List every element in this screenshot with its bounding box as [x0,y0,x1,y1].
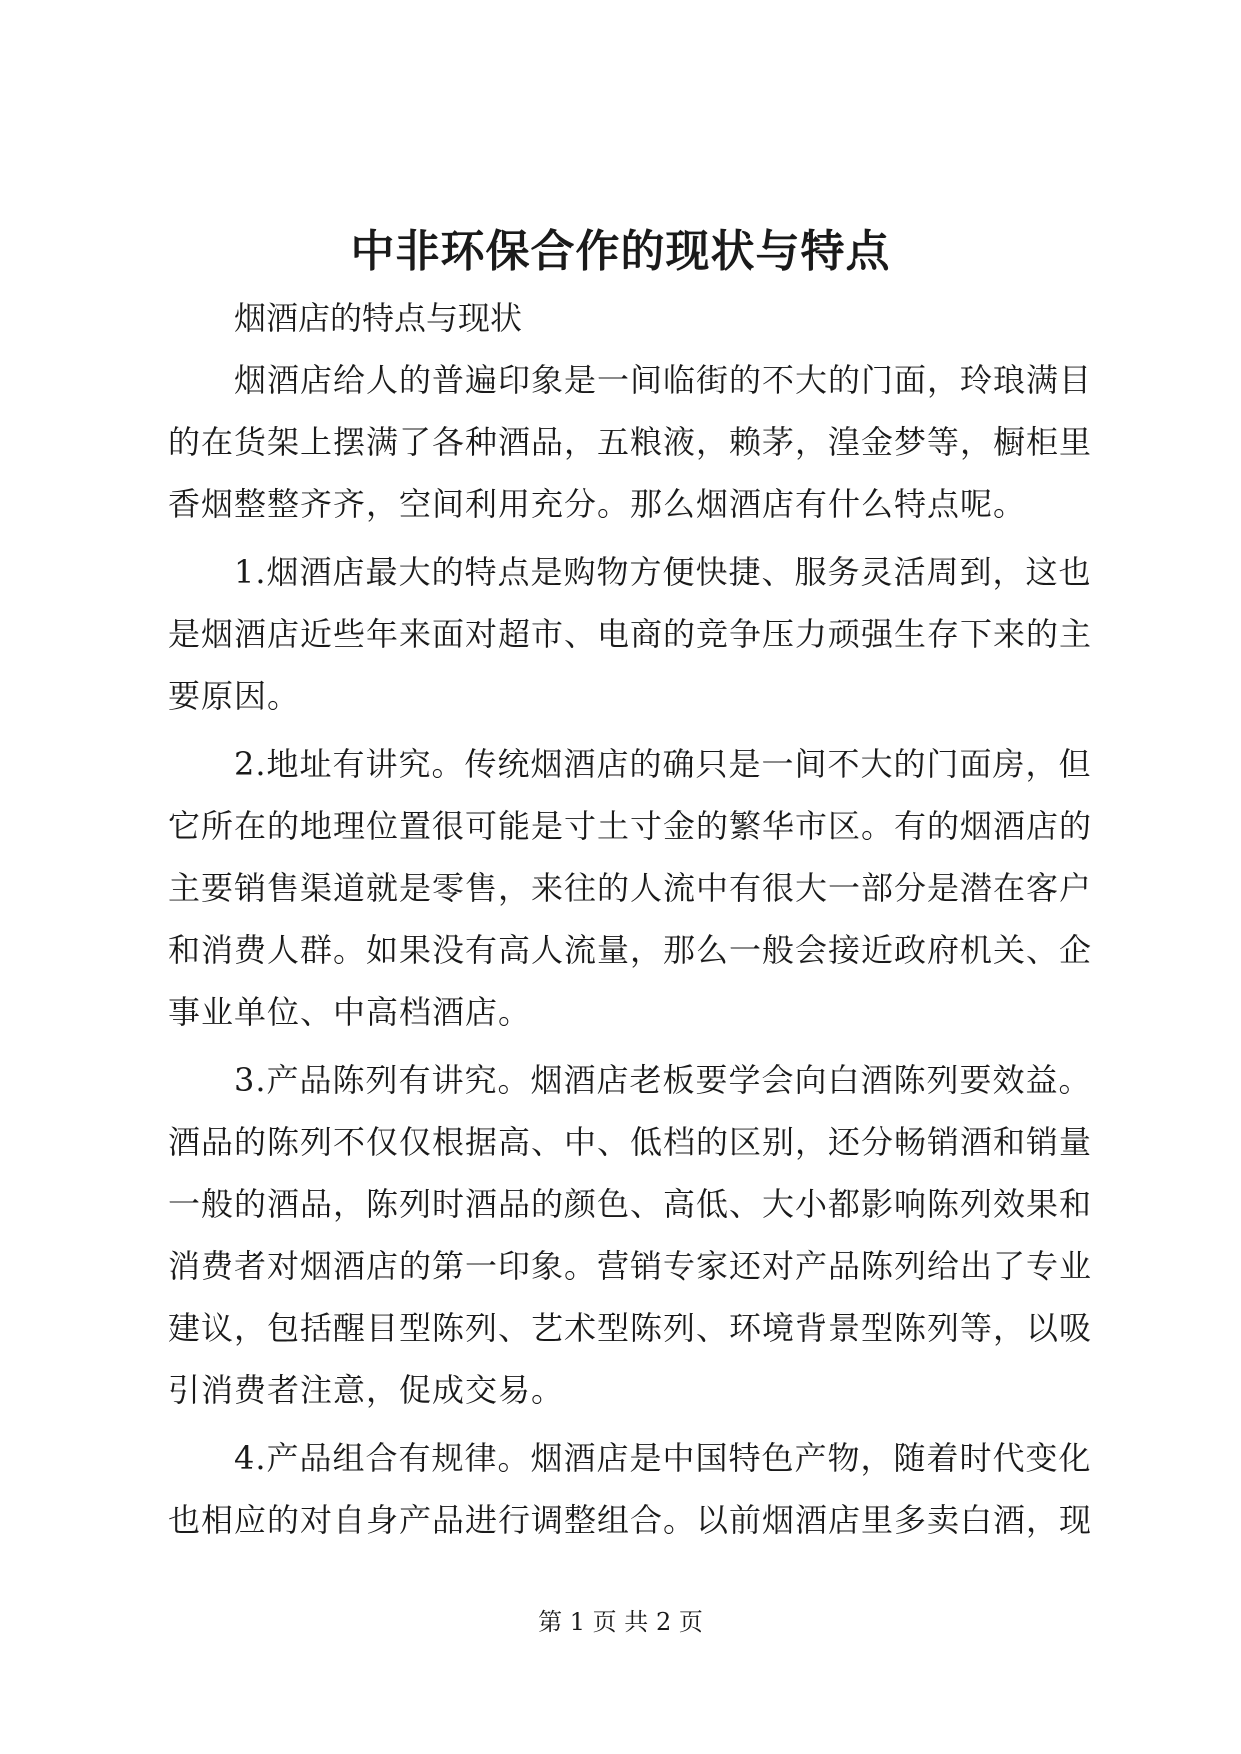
paragraph-line: 酒品的陈列不仅仅根据高、中、低档的区别，还分畅销酒和销量 [168,1123,1093,1161]
paragraph-line: 4.产品组合有规律。烟酒店是中国特色产物，随着时代变化 [234,1439,1092,1477]
paragraph-line: 香烟整整齐齐，空间利用充分。那么烟酒店有什么特点呢。 [168,485,1027,523]
paragraph-line: 主要销售渠道就是零售，来往的人流中有很大一部分是潜在客户 [168,869,1093,907]
page-footer: 第 1 页 共 2 页 [538,1608,703,1636]
paragraph-line: 一般的酒品，陈列时酒品的颜色、高低、大小都影响陈列效果和 [168,1185,1093,1223]
paragraph-line: 3.产品陈列有讲究。烟酒店老板要学会向白酒陈列要效益。 [234,1061,1092,1099]
paragraph-line: 引消费者注意，促成交易。 [168,1371,565,1409]
paragraph-line: 要原因。 [168,677,301,715]
document-subtitle: 烟酒店的特点与现状 [234,299,523,337]
paragraph-line: 烟酒店给人的普遍印象是一间临街的不大的门面，玲琅满目 [234,361,1093,399]
paragraph-line: 1.烟酒店最大的特点是购物方便快捷、服务灵活周到，这也 [234,553,1092,591]
paragraph-line: 和消费人群。如果没有高人流量，那么一般会接近政府机关、企 [168,931,1093,969]
paragraph-line: 是烟酒店近些年来面对超市、电商的竞争压力顽强生存下来的主 [168,615,1093,653]
paragraph-line: 消费者对烟酒店的第一印象。营销专家还对产品陈列给出了专业 [168,1247,1093,1285]
paragraph-line: 事业单位、中高档酒店。 [168,993,532,1031]
paragraph-line: 建议，包括醒目型陈列、艺术型陈列、环境背景型陈列等，以吸 [168,1309,1093,1347]
paragraph-line: 2.地址有讲究。传统烟酒店的确只是一间不大的门面房，但 [234,745,1092,783]
paragraph-line: 也相应的对自身产品进行调整组合。以前烟酒店里多卖白酒，现 [168,1501,1093,1539]
paragraph-line: 它所在的地理位置很可能是寸土寸金的繁华市区。有的烟酒店的 [168,807,1093,845]
paragraph-line: 的在货架上摆满了各种酒品，五粮液，赖茅，湟金梦等，橱柜里 [168,423,1093,461]
document-title: 中非环保合作的现状与特点 [350,226,891,277]
